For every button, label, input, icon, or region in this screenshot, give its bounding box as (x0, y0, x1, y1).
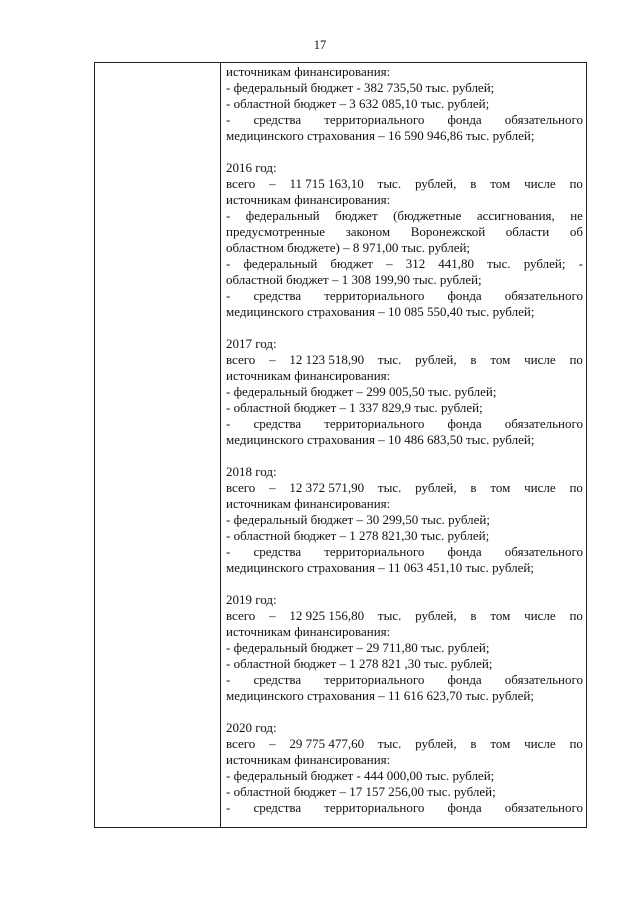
text-word: - федеральный бюджет - 444 000,00 тыс. рублей; (226, 768, 495, 783)
text-line (226, 752, 583, 768)
text-word: не (570, 208, 583, 223)
text-word: бюджет (330, 256, 373, 271)
text-word: источникам финансирования: (226, 192, 391, 207)
text-word: – (269, 176, 276, 191)
text-word: - (226, 112, 231, 127)
text-word: источникам финансирования: (226, 368, 391, 383)
text-word: территориального (324, 112, 425, 127)
text-word: числе (524, 352, 556, 367)
text-word: рублей, (415, 352, 457, 367)
text-word: средства (253, 672, 302, 687)
text-word: медицинского страхования – 10 085 550,40 тыс. рублей; (226, 304, 535, 319)
text-word: по (569, 352, 583, 367)
text-line (226, 96, 583, 112)
text-word: в (470, 608, 477, 623)
text-line (226, 336, 583, 352)
text-word: том (490, 480, 511, 495)
text-word: обязательного (504, 800, 583, 815)
text-line (226, 112, 583, 128)
text-word: числе (524, 608, 556, 623)
paragraph-gap (226, 320, 583, 336)
text-line (226, 544, 583, 560)
text-word: средства (253, 544, 302, 559)
text-word: фонда (447, 800, 482, 815)
text-word: - областной бюджет – 1 278 821,30 тыс. рублей; (226, 528, 490, 543)
text-line (226, 688, 583, 704)
text-word: средства (253, 416, 302, 431)
text-word: обязательного (504, 544, 583, 559)
text-word: 2017 год: (226, 336, 277, 351)
text-word: 2018 год: (226, 464, 277, 479)
text-word: по (569, 736, 583, 751)
text-word: - областной бюджет – 3 632 085,10 тыс. рублей; (226, 96, 490, 111)
text-line (226, 192, 583, 208)
text-line (226, 736, 583, 752)
text-line (226, 672, 583, 688)
text-line (226, 480, 583, 496)
text-word: всего (226, 736, 256, 751)
text-word: - (226, 672, 231, 687)
text-word: рублей; (523, 256, 566, 271)
text-word: - (226, 544, 231, 559)
text-word: медицинского страхования – 11 063 451,10 тыс. рублей; (226, 560, 534, 575)
text-word: - (226, 800, 231, 815)
text-word: медицинского страхования – 11 616 623,70 тыс. рублей; (226, 688, 534, 703)
text-word: фонда (447, 416, 482, 431)
text-word: медицинского страхования – 10 486 683,50 тыс. рублей; (226, 432, 535, 447)
text-word: предусмотренные (226, 224, 326, 239)
text-line (226, 432, 583, 448)
text-word: области (505, 224, 550, 239)
page-number: 17 (313, 38, 327, 52)
text-word: том (490, 608, 511, 623)
text-word: тыс. (377, 608, 402, 623)
text-word: числе (524, 176, 556, 191)
text-word: 312 (405, 256, 426, 271)
text-word: том (490, 352, 511, 367)
text-word: обязательного (504, 672, 583, 687)
text-word: территориального (324, 416, 425, 431)
text-word: рублей, (415, 480, 457, 495)
text-word: по (569, 176, 583, 191)
text-word: всего (226, 480, 256, 495)
text-word: средства (253, 288, 302, 303)
text-word: – (269, 608, 276, 623)
text-word: 2019 год: (226, 592, 277, 607)
text-line (226, 224, 583, 240)
text-line (226, 416, 583, 432)
text-word: рублей, (414, 176, 457, 191)
text-word: областном бюджете) – 8 971,00 тыс. рублей; (226, 240, 471, 255)
text-line (226, 768, 583, 784)
text-word: всего (226, 176, 256, 191)
text-word: территориального (324, 672, 425, 687)
text-word: рублей, (415, 608, 457, 623)
paragraph-gap (226, 576, 583, 592)
text-word: - федеральный бюджет – 299 005,50 тыс. рублей; (226, 384, 497, 399)
text-word: об (569, 224, 583, 239)
text-word: – (386, 256, 393, 271)
text-word: - федеральный бюджет – 30 299,50 тыс. рублей; (226, 512, 490, 527)
text-word: том (490, 176, 511, 191)
text-word: 11 715 163,10 (289, 176, 364, 191)
text-word: 12 372 571,90 (289, 480, 365, 495)
paragraph-gap (226, 448, 583, 464)
text-line (226, 464, 583, 480)
text-word: в (470, 736, 477, 751)
text-word: - (226, 416, 231, 431)
text-line (226, 400, 583, 416)
text-word: Воронежской (410, 224, 486, 239)
funding-text-cell (226, 64, 583, 816)
text-word: - областной бюджет – 1 278 821 ,30 тыс. рублей; (226, 656, 493, 671)
text-word: (бюджетные (393, 208, 462, 223)
text-word: - федеральный бюджет – 29 711,80 тыс. рублей; (226, 640, 490, 655)
text-word: всего (226, 608, 256, 623)
text-word: – (269, 480, 276, 495)
text-line (226, 240, 583, 256)
text-word: – (269, 736, 276, 751)
text-word: в (470, 352, 477, 367)
text-word: источникам финансирования: (226, 624, 391, 639)
text-line (226, 304, 583, 320)
paragraph-gap (226, 144, 583, 160)
text-word: фонда (447, 288, 482, 303)
text-word: фонда (447, 672, 482, 687)
text-word: - (226, 208, 231, 223)
text-word: федеральный (243, 256, 318, 271)
text-word: территориального (324, 288, 425, 303)
text-word: - областной бюджет – 1 337 829,9 тыс. рублей; (226, 400, 483, 415)
text-word: числе (524, 480, 556, 495)
text-word: тыс. (377, 352, 402, 367)
text-line (226, 160, 583, 176)
text-word: всего (226, 352, 256, 367)
text-word: источникам финансирования: (226, 752, 391, 767)
text-word: территориального (324, 544, 425, 559)
text-word: бюджет (335, 208, 378, 223)
text-word: федеральный (245, 208, 320, 223)
text-word: обязательного (504, 288, 583, 303)
text-line (226, 80, 583, 96)
text-word: 29 775 477,60 (289, 736, 365, 751)
text-word: 2020 год: (226, 720, 277, 735)
text-line (226, 496, 583, 512)
text-word: 12 123 518,90 (289, 352, 365, 367)
text-word: источникам финансирования: (226, 64, 391, 79)
text-word: рублей, (415, 736, 457, 751)
text-word: территориального (324, 800, 425, 815)
text-word: областной бюджет – 1 308 199,90 тыс. рублей; (226, 272, 482, 287)
text-word: законом (345, 224, 391, 239)
paragraph-gap (226, 704, 583, 720)
column-divider (220, 63, 221, 827)
text-word: по (569, 480, 583, 495)
text-line (226, 624, 583, 640)
text-word: средства (253, 112, 302, 127)
text-word: - (226, 256, 231, 271)
text-word: 441,80 (438, 256, 475, 271)
text-word: в (470, 480, 477, 495)
text-word: в (470, 176, 477, 191)
text-line (226, 384, 583, 400)
text-line (226, 208, 583, 224)
text-line (226, 720, 583, 736)
text-line (226, 272, 583, 288)
text-line (226, 128, 583, 144)
text-word: - федеральный бюджет - 382 735,50 тыс. рублей; (226, 80, 495, 95)
text-word: по (569, 608, 583, 623)
text-line (226, 352, 583, 368)
text-line (226, 560, 583, 576)
text-line (226, 784, 583, 800)
text-word: - (578, 256, 583, 271)
text-line (226, 368, 583, 384)
text-word: обязательного (504, 112, 583, 127)
text-word: 2016 год: (226, 160, 277, 175)
text-line (226, 608, 583, 624)
text-line (226, 64, 583, 80)
text-word: числе (524, 736, 556, 751)
text-word: тыс. (377, 176, 402, 191)
text-word: тыс. (377, 736, 402, 751)
text-line (226, 800, 583, 816)
text-word: источникам финансирования: (226, 496, 391, 511)
text-line (226, 528, 583, 544)
text-word: фонда (447, 112, 482, 127)
text-line (226, 592, 583, 608)
text-line (226, 656, 583, 672)
text-word: том (490, 736, 511, 751)
text-line (226, 176, 583, 192)
text-word: тыс. (487, 256, 511, 271)
text-line (226, 256, 583, 272)
text-word: средства (253, 800, 302, 815)
text-word: 12 925 156,80 (289, 608, 365, 623)
text-word: – (269, 352, 276, 367)
text-word: фонда (447, 544, 482, 559)
text-line (226, 288, 583, 304)
text-word: - областной бюджет – 17 157 256,00 тыс. рублей; (226, 784, 496, 799)
text-word: - (226, 288, 231, 303)
text-word: медицинского страхования – 16 590 946,86 тыс. рублей; (226, 128, 535, 143)
text-line (226, 512, 583, 528)
text-word: ассигнования, (476, 208, 555, 223)
text-line (226, 640, 583, 656)
text-word: обязательного (504, 416, 583, 431)
funding-table (94, 62, 587, 828)
text-word: тыс. (377, 480, 402, 495)
